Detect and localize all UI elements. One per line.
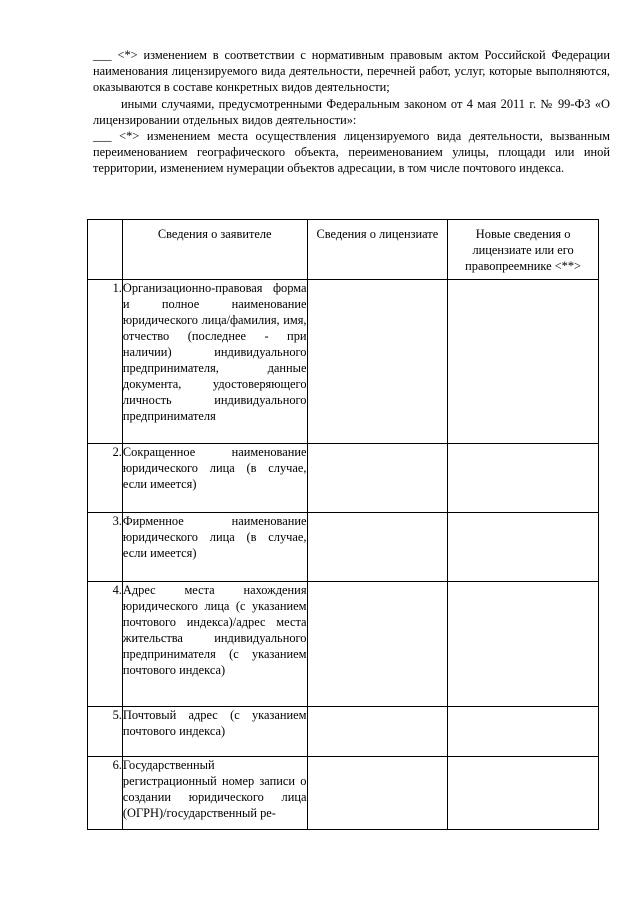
row-number: 1. <box>88 280 123 444</box>
header-number <box>88 220 123 280</box>
licensee-cell[interactable] <box>307 280 448 444</box>
new-info-cell[interactable] <box>448 280 599 444</box>
licensee-cell[interactable] <box>307 513 448 582</box>
table-row <box>88 582 599 707</box>
new-info-cell[interactable] <box>448 582 599 707</box>
intro-paragraph-other-cases: иными случаями, предусмотренными Федеральным законом от 4 мая 2011 г. № 99-ФЗ «О лицензировании отдельных видов деятельности»: <box>93 96 610 127</box>
row-number: 5. <box>88 707 123 757</box>
new-info-cell[interactable] <box>448 757 599 830</box>
row-label: Адрес места нахождения юридического лица (с указанием почтового индекса)/адрес места жительства индивидуального предпринимателя (с указанием почтового индекса) <box>122 582 307 707</box>
new-info-cell[interactable] <box>448 707 599 757</box>
row-number: 4. <box>88 582 123 707</box>
new-info-cell[interactable] <box>448 444 599 513</box>
licensee-cell[interactable] <box>307 582 448 707</box>
table-row <box>88 757 599 830</box>
row-label: Сокращенное наименование юридического лица (в случае, если имеется) <box>122 444 307 513</box>
row-number: 6. <box>88 757 123 830</box>
row-label: Почтовый адрес (с указанием почтового индекса) <box>122 707 307 757</box>
table-row <box>88 707 599 757</box>
header-new-info: Новые сведения о лицензиате или его правопреемнике <**> <box>448 220 599 280</box>
licensee-cell[interactable] <box>307 444 448 513</box>
table-row <box>88 280 599 444</box>
header-applicant-info: Сведения о заявителе <box>122 220 307 280</box>
intro-paragraph-address-change: ___ <*> изменением места осуществления лицензируемого вида деятельности, вызванным переименованием географического объекта, переименованием улицы, площади или иной территории, изменением нумерации объектов адресации, в том числе почтового индекса. <box>93 129 610 176</box>
row-number: 2. <box>88 444 123 513</box>
table-row <box>88 444 599 513</box>
row-label: Фирменное наименование юридического лица (в случае, если имеется) <box>122 513 307 582</box>
row-label: Государственный регистрационный номер записи о создании юридического лица (ОГРН)/государственный ре- <box>122 757 307 830</box>
row-number: 3. <box>88 513 123 582</box>
new-info-cell[interactable] <box>448 513 599 582</box>
table-row <box>88 513 599 582</box>
intro-paragraph-name-change: ___ <*> изменением в соответствии с нормативным правовым актом Российской Федерации наименования лицензируемого вида деятельности, перечней работ, услуг, которые выполняются, оказываются в составе конкретных видов деятельности; <box>93 48 610 95</box>
row-label: Организационно-правовая форма и полное наименование юридического лица/фамилия, имя, отчество (последнее - при наличии) индивидуального предпринимателя, данные документа, удостоверяющего личность индивидуального предпринимателя <box>122 280 307 444</box>
header-licensee-info: Сведения о лицензиате <box>307 220 448 280</box>
intro-text <box>93 47 610 177</box>
licensee-cell[interactable] <box>307 707 448 757</box>
table-header-row <box>88 220 599 280</box>
licensee-info-table <box>87 219 599 830</box>
licensee-cell[interactable] <box>307 757 448 830</box>
